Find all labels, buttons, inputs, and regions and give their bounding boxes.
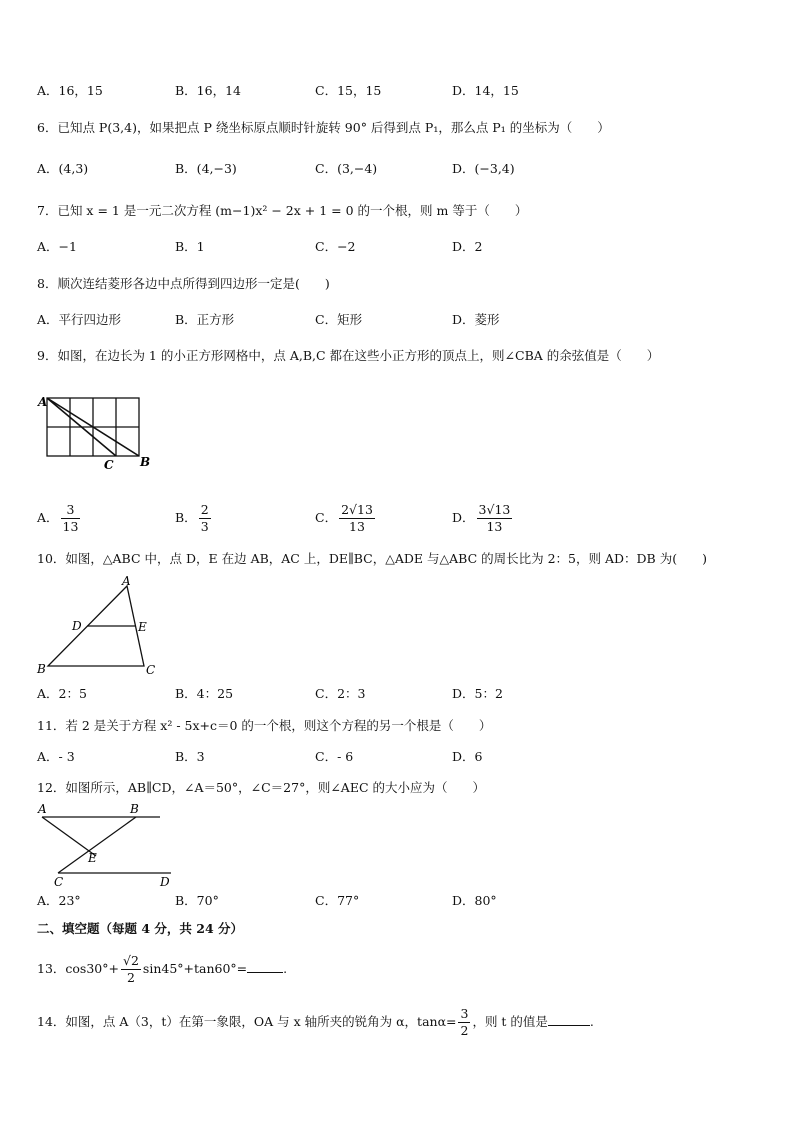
q6-option-a: A．(4,3)	[37, 161, 89, 176]
q12-parallel-figure	[36, 800, 181, 890]
q10-option-a: A．2：5	[37, 686, 87, 701]
q8-option-a: A．平行四边形	[37, 312, 122, 327]
q10-option-c: C．2：3	[315, 686, 366, 701]
q12-option-a: A．23°	[37, 893, 81, 908]
q8-options	[37, 309, 557, 331]
q14-answer-blank[interactable]	[548, 1011, 590, 1026]
q12-stem: 12．如图所示，AB∥CD，∠A＝50°，∠C＝27°，则∠AEC 的大小应为（ ）	[37, 780, 485, 795]
q9-options	[37, 500, 557, 536]
q10-triangle-figure	[36, 574, 166, 678]
q12-label-d: D	[160, 875, 170, 889]
q8-stem: 8．顺次连结菱形各边中点所得到四边形一定是( )	[37, 276, 330, 291]
q10-label-b: B	[37, 662, 46, 676]
q10-label-a: A	[122, 574, 131, 588]
q8-option-d: D．菱形	[452, 312, 500, 327]
q5-options	[37, 80, 557, 102]
q10-option-d: D．5：2	[452, 686, 503, 701]
q11-stem: 11．若 2 是关于方程 x² - 5x+c＝0 的一个根，则这个方程的另一个根是（ ）	[37, 718, 492, 733]
q5-option-d: D．14，15	[452, 83, 519, 98]
q9-option-c: C． $\frac{2√13}{13}$	[315, 502, 373, 534]
q11-option-c: C．- 6	[315, 749, 354, 764]
q9-label-a: A	[38, 395, 48, 409]
q9-option-d: D． $\frac{3√13}{13}$	[452, 502, 511, 534]
q12-label-e: E	[88, 851, 97, 865]
q12-label-b: B	[130, 802, 139, 816]
q8-option-b: B．正方形	[175, 312, 235, 327]
q7-options	[37, 236, 557, 258]
q6-stem: 6．已知点 P(3,4)，如果把点 P 绕坐标原点顺时针旋转 90° 后得到点 P₁，那么点 P₁ 的坐标为（ ）	[37, 120, 610, 135]
q7-option-d: D．2	[452, 239, 483, 254]
q11-option-b: B．3	[175, 749, 205, 764]
q7-option-a: A．−1	[37, 239, 77, 254]
section-title: 二、填空题（每题 4 分，共 24 分）	[37, 921, 244, 936]
q5-option-a: A．16，15	[37, 83, 103, 98]
q9-grid-figure	[36, 390, 156, 472]
q12-label-c: C	[54, 875, 64, 889]
q11-option-a: A．- 3	[37, 749, 75, 764]
q12-options	[37, 890, 557, 912]
q12-option-d: D．80°	[452, 893, 497, 908]
q6-options	[37, 158, 557, 180]
q13-stem: 13．cos30°+ $\frac{√2}{2}$ sin45°+tan60°= .	[37, 953, 288, 985]
q6-option-b: B．(4,−3)	[175, 161, 237, 176]
q10-label-d: D	[72, 619, 82, 633]
q9-option-a: A． $\frac{3}{13}$	[37, 502, 79, 534]
q9-option-b: B． $\frac{2}{3}$	[175, 502, 209, 534]
q9-label-c: C	[104, 458, 114, 472]
q5-option-c: C．15，15	[315, 83, 382, 98]
q14-stem: 14．如图，点 A（3，t）在第一象限，OA 与 x 轴所夹的锐角为 α，tanα= $\frac{3}{2}$ ，则 t 的值是 .	[37, 1006, 594, 1038]
q10-stem: 10．如图，△ABC 中，点 D，E 在边 AB，AC 上，DE∥BC，△ADE 与△ABC 的周长比为 2：5，则 AD：DB 为( )	[37, 551, 707, 566]
q13-answer-blank[interactable]	[247, 958, 283, 973]
q5-option-b: B．16，14	[175, 83, 241, 98]
q10-label-e: E	[138, 620, 147, 634]
q10-label-c: C	[146, 663, 156, 677]
q12-label-a: A	[38, 802, 47, 816]
q10-options	[37, 683, 557, 705]
q9-label-b: B	[140, 455, 151, 469]
q12-option-b: B．70°	[175, 893, 219, 908]
q11-options	[37, 746, 557, 768]
q12-option-c: C．77°	[315, 893, 360, 908]
q8-option-c: C．矩形	[315, 312, 363, 327]
q6-option-c: C．(3,−4)	[315, 161, 378, 176]
q6-option-d: D．(−3,4)	[452, 161, 515, 176]
q11-option-d: D．6	[452, 749, 483, 764]
q10-option-b: B．4：25	[175, 686, 234, 701]
q9-stem: 9．如图，在边长为 1 的小正方形网格中，点 A,B,C 都在这些小正方形的顶点上，则∠CBA 的余弦值是（ ）	[37, 348, 660, 363]
q7-option-c: C．−2	[315, 239, 356, 254]
q7-stem: 7．已知 x = 1 是一元二次方程 (m−1)x² − 2x + 1 = 0 的一个根，则 m 等于（ ）	[37, 203, 528, 218]
q7-option-b: B．1	[175, 239, 205, 254]
